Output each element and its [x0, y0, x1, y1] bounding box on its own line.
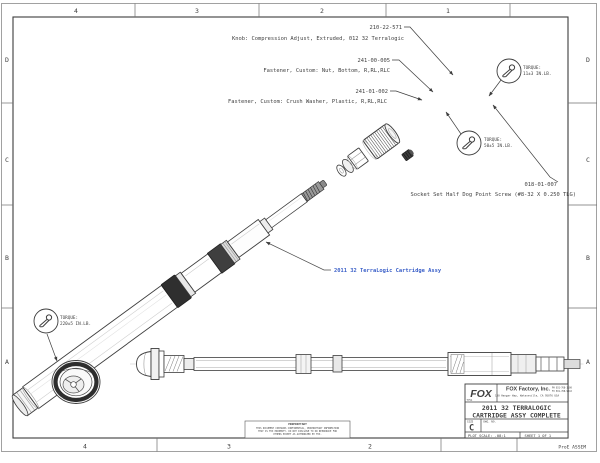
company-fax: FX 831-768-9342	[552, 390, 572, 393]
proprietary-line1: THIS DOCUMENT CONTAINS CONFIDENTIAL, PROPRIETARY INFORMATION	[256, 426, 339, 430]
side-view-hatched-gland	[164, 356, 194, 373]
zone-left-d: D	[5, 56, 9, 64]
zone-right-d: D	[586, 56, 590, 64]
part-number: 241-00-005	[357, 58, 390, 64]
torque-wrench-icon	[457, 131, 481, 155]
part-description: Fastener, Custom: Crush Washer, Plastic, R,RL,RLC	[227, 99, 387, 105]
callout-set-screw	[410, 105, 576, 198]
torque-value: 220±5 IN.LB.	[60, 322, 92, 327]
side-view-top-cap	[137, 349, 165, 380]
zone-top-4: 4	[74, 7, 78, 15]
part-number: 018-01-007	[524, 182, 557, 188]
callout-crush-washer	[228, 89, 422, 105]
company-address: 130 Hangar Way, Watsonville, CA 95076 USA	[494, 394, 560, 398]
fox-logo: FOX	[470, 388, 492, 400]
torque-label: TORQUE:	[484, 138, 503, 143]
cartridge-body	[21, 285, 178, 410]
part-description: Knob: Compression Adjust, Extruded, 012 32 Terralogic	[231, 36, 404, 42]
part-description: Socket Set Half Dog Point Screw (#8-32 X 0.250 TLG)	[410, 192, 576, 198]
threaded-shaft-tip	[302, 179, 329, 202]
set-screw	[402, 148, 416, 161]
zone-top-2: 2	[320, 7, 324, 15]
top-cap-isometric	[52, 361, 100, 404]
form-code: T751	[466, 398, 473, 402]
title-block	[465, 384, 572, 438]
torque-wrench-icon	[497, 59, 521, 83]
torque-label: TORQUE:	[60, 316, 79, 321]
torque-note-nut	[446, 112, 512, 155]
proprietary-line2: THAT IS FOX PROPERTY. DO NOT DISCLOSE TO OR REPRODUCE FOR	[258, 429, 337, 433]
side-view-assembly	[130, 349, 584, 380]
footer-note: ProE ASSEM	[558, 445, 586, 451]
part-description: Fastener, Custom: Nut, Bottom, R,RL,RLC	[263, 68, 390, 74]
assembly-label	[266, 242, 442, 274]
torque-note-knob	[489, 59, 551, 96]
zone-bottom-2: 2	[368, 442, 372, 451]
drawing-title-line1: 2011 32 TERRALOGIC	[481, 404, 552, 412]
torque-wrench-icon	[34, 309, 58, 333]
zone-left-a: A	[5, 358, 9, 366]
zone-bottom-3: 3	[227, 442, 231, 451]
size-label: SIZE	[467, 420, 474, 424]
proprietary-line3: OTHERS EXCEPT AS AUTHORIZED BY FOX.	[273, 432, 322, 436]
torque-value: 50±5 IN.LB.	[484, 144, 513, 149]
compression-knob	[361, 122, 402, 161]
zone-right-b: B	[586, 254, 590, 262]
zone-left-c: C	[5, 156, 9, 164]
zone-right-c: C	[586, 156, 590, 164]
plot-scale: PLOT SCALE: .08:1	[468, 433, 506, 438]
size-value: C	[469, 423, 475, 434]
part-number: 210-22-571	[369, 25, 402, 31]
torque-label: TORQUE:	[523, 66, 542, 71]
damper-shaft	[266, 194, 307, 228]
proprietary-note	[245, 421, 350, 438]
zone-top-3: 3	[195, 7, 199, 15]
part-number: 241-01-002	[355, 89, 388, 95]
proprietary-heading: PROPRIETARY	[288, 422, 307, 426]
zone-top-1: 1	[446, 7, 450, 15]
dwg-no-label: DWG. NO.	[483, 420, 496, 424]
zone-left-b: B	[5, 254, 9, 262]
callout-nut	[263, 58, 433, 92]
side-view-tube	[194, 355, 448, 374]
assembly-label-text: 2011 32 TerraLogic Cartridge Assy	[334, 268, 442, 274]
side-view-damper-body	[448, 353, 580, 376]
drawing-title-line2: CARTRIDGE ASSY COMPLETE	[472, 411, 561, 420]
zone-bottom-4: 4	[83, 442, 87, 451]
torque-value: 11±3 IN.LB.	[523, 72, 552, 77]
company-name: FOX Factory, Inc.	[506, 386, 550, 393]
zone-right-a: A	[586, 358, 590, 366]
sheet-info: SHEET 1 OF 1	[524, 433, 552, 438]
company-phone: PH 831-768-1100	[552, 386, 572, 390]
